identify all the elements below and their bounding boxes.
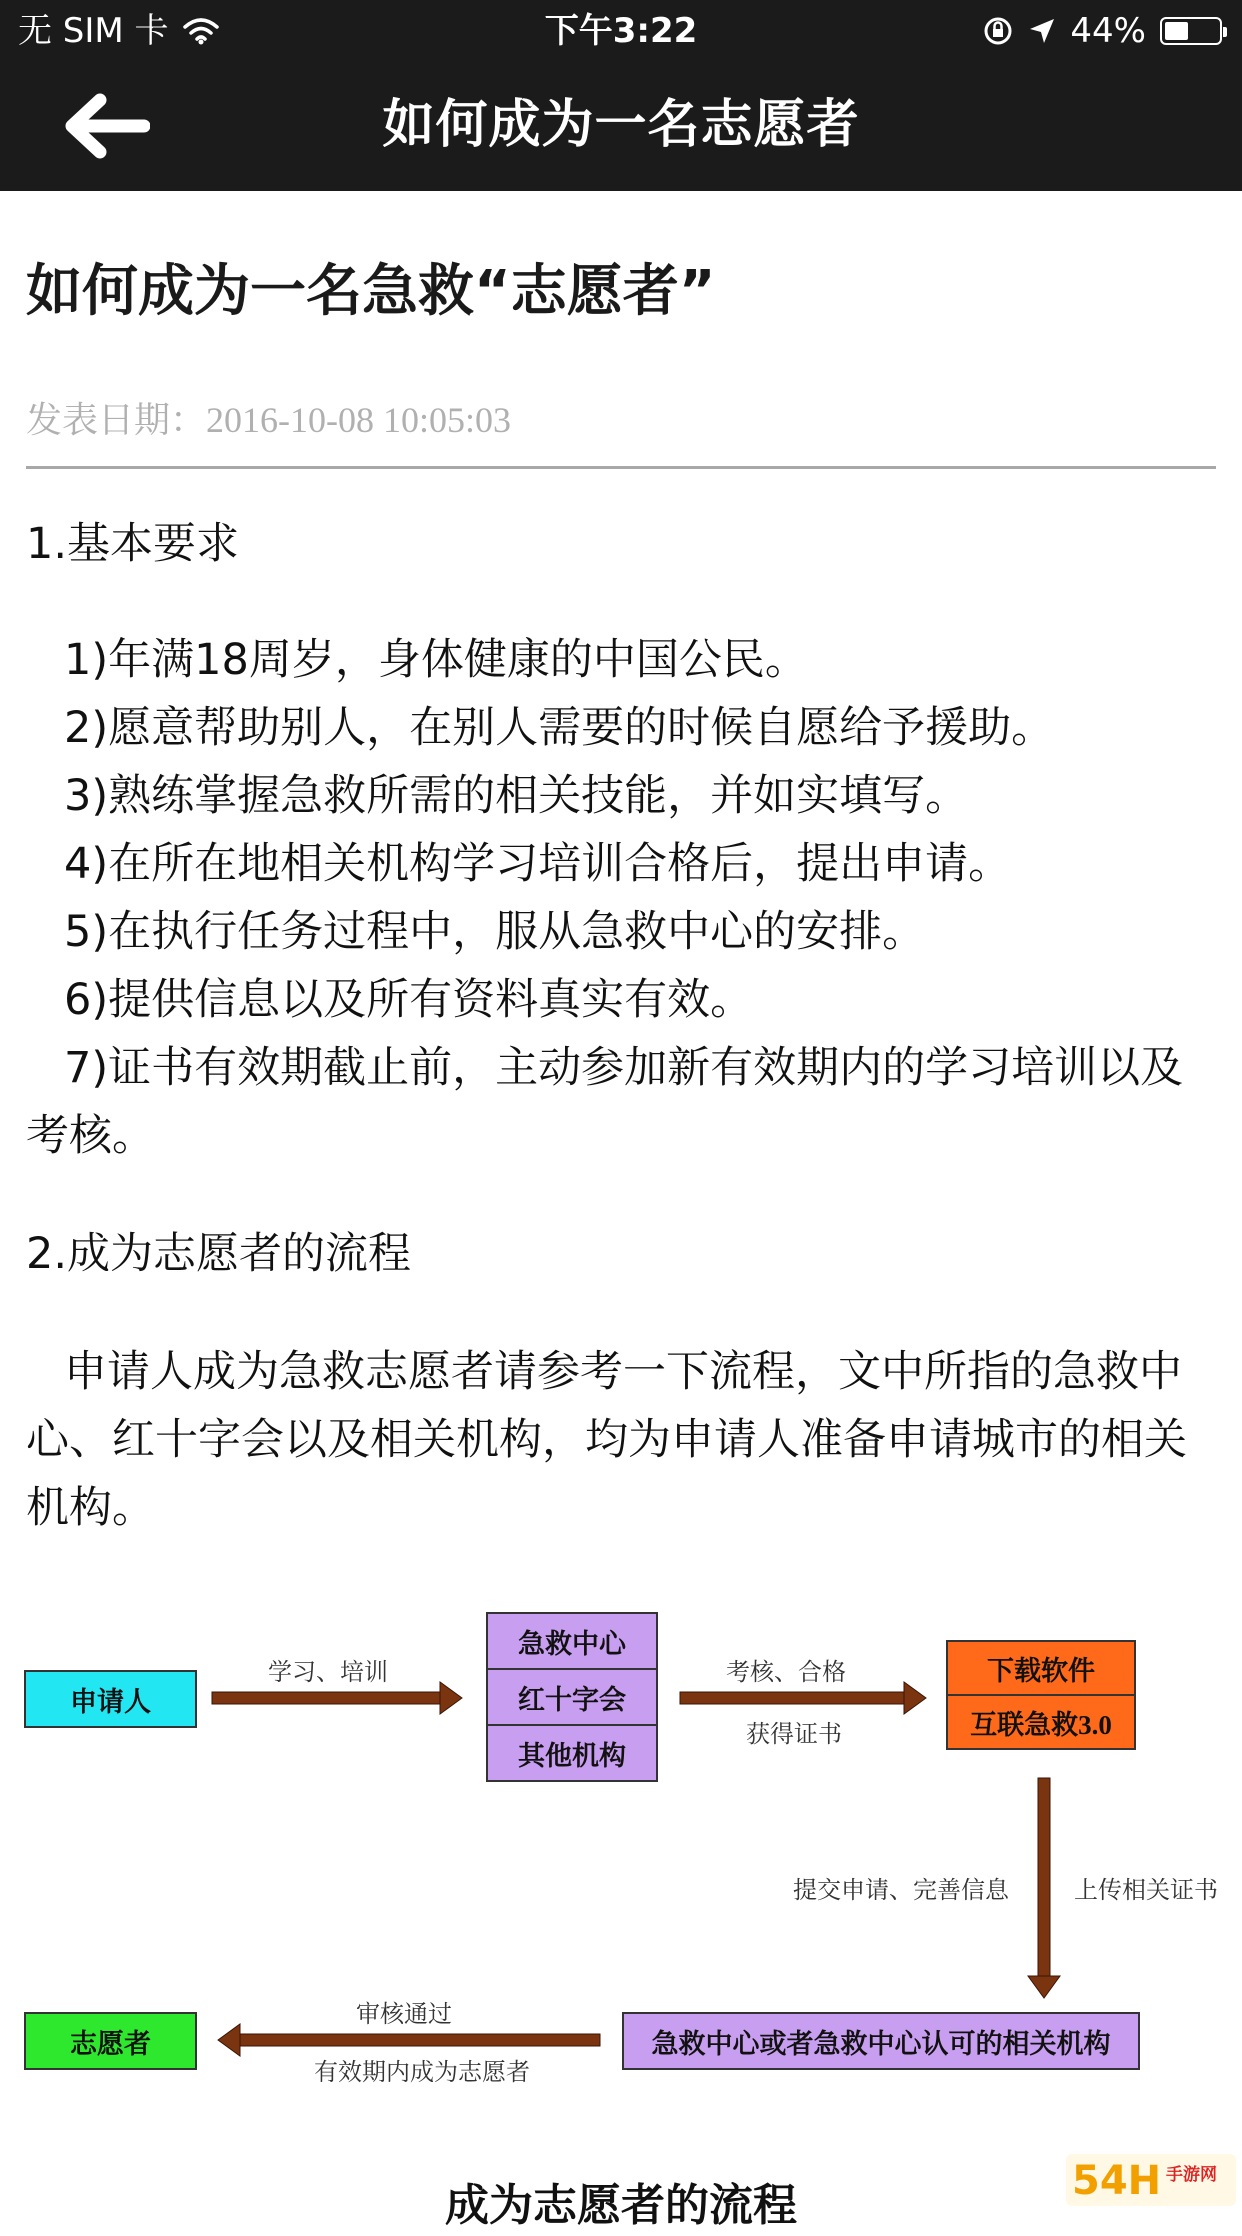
divider	[26, 466, 1216, 469]
volunteer-box: 志愿者	[24, 2012, 197, 2070]
publish-date	[26, 392, 511, 443]
step-label: 提交申请、完善信息	[793, 1878, 1009, 1904]
requirement-item: 3)熟练掌握急救所需的相关技能，并如实填写。	[64, 771, 969, 821]
flowchart-caption: 成为志愿者的流程	[445, 2180, 797, 2231]
org-box-other: 其他机构	[486, 1724, 658, 1782]
applicant-box: 申请人	[24, 1670, 197, 1728]
battery-icon	[1160, 17, 1222, 45]
watermark-logo	[1066, 2150, 1236, 2208]
requirement-item: 7)证书有效期截止前，主动参加新有效期内的学习培训以及考核。	[26, 1043, 1184, 1161]
step-label: 上传相关证书	[1074, 1878, 1218, 1904]
svg-text:54H: 54H	[1072, 2158, 1162, 2204]
requirement-item: 1)年满18周岁，身体健康的中国公民。	[64, 635, 808, 685]
date-value: 2016-10-08 10:05:03	[206, 400, 511, 440]
step-label: 有效期内成为志愿者	[314, 2060, 530, 2086]
process-paragraph: 申请人成为急救志愿者请参考一下流程，文中所指的急救中心、红十字会以及相关机构，均为申请人准备申请城市的相关机构。	[26, 1347, 1187, 1533]
requirement-item: 6)提供信息以及所有资料真实有效。	[64, 975, 754, 1025]
download-box: 下载软件	[946, 1640, 1136, 1696]
flowchart	[0, 1590, 1242, 2208]
article-body	[26, 510, 1216, 1542]
top-bar	[0, 0, 1242, 191]
status-time: 下午3:22	[544, 11, 698, 51]
reviewer-box: 急救中心或者急救中心认可的相关机构	[622, 2012, 1140, 2070]
step-label: 获得证书	[746, 1722, 842, 1748]
svg-text:手游网: 手游网	[1166, 2165, 1217, 2185]
status-right	[982, 0, 1222, 62]
status-bar	[0, 0, 1242, 62]
back-arrow-icon	[60, 90, 150, 162]
step-label: 审核通过	[356, 2002, 452, 2028]
location-arrow-icon	[1028, 17, 1056, 45]
navigation-bar	[0, 62, 1242, 191]
battery-percent: 44%	[1070, 11, 1146, 51]
org-box-red-cross: 红十字会	[486, 1668, 658, 1726]
org-box-emergency-center: 急救中心	[486, 1612, 658, 1670]
page-title: 如何成为一名志愿者	[382, 95, 860, 155]
arrow-download-to-reviewer	[1028, 1778, 1060, 1998]
requirement-item: 4)在所在地相关机构学习培训合格后，提出申请。	[64, 839, 1012, 889]
date-label: 发表日期：	[26, 400, 207, 440]
step-label: 考核、合格	[726, 1660, 846, 1686]
step-label: 学习、培训	[268, 1660, 388, 1686]
rotation-lock-icon	[982, 15, 1014, 47]
section-heading-requirements: 1.基本要求	[26, 519, 240, 569]
requirement-item: 2)愿意帮助别人，在别人需要的时候自愿给予援助。	[64, 703, 1055, 753]
article-title: 如何成为一名急救“志愿者”	[26, 259, 716, 324]
carrier-label: 无 SIM 卡	[18, 11, 169, 51]
section-heading-process: 2.成为志愿者的流程	[26, 1229, 412, 1279]
download-app-box: 互联急救3.0	[946, 1694, 1136, 1750]
requirement-item: 5)在执行任务过程中，服从急救中心的安排。	[64, 907, 926, 957]
battery-fill	[1165, 22, 1188, 40]
back-button[interactable]	[60, 90, 150, 162]
